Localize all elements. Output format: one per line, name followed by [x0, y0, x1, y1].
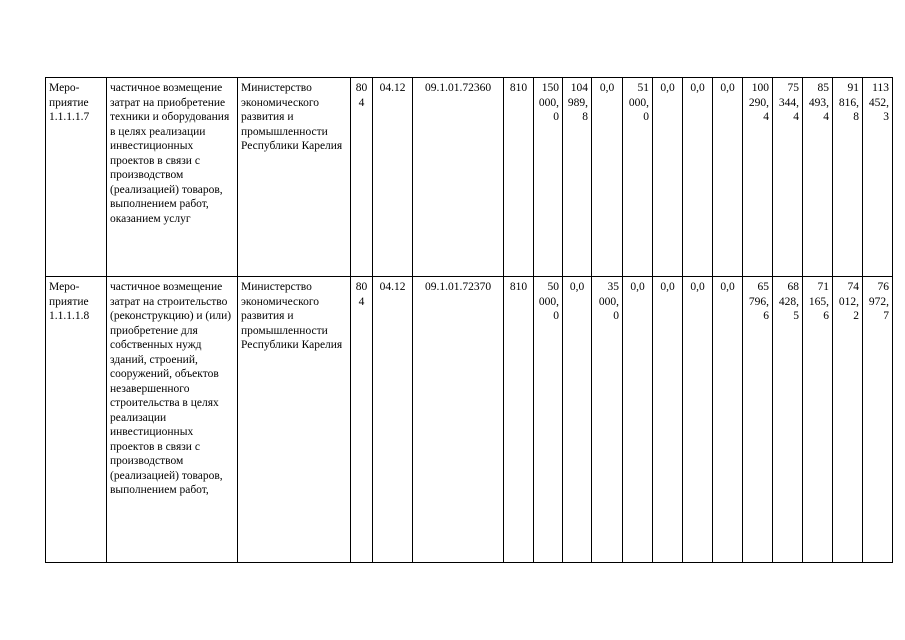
- organization-cell: Министерство экономического развития и промышленности Республики Карелия: [238, 78, 351, 277]
- expense-type-cell: 810: [504, 78, 534, 277]
- description-cell: частичное возмещение затрат на приобретение техники и оборудования в целях реализации инвестиционных проектов в связи с производством (реализацией) товаров, выполнением работ, оказанием услуг: [107, 78, 238, 277]
- grbs-cell: 80 4: [351, 78, 373, 277]
- value-cell: 0,0: [653, 277, 683, 563]
- measure-cell: Меро- приятие 1.1.1.1.8: [46, 277, 107, 563]
- value-cell: 113 452, 3: [863, 78, 893, 277]
- value-cell: 50 000, 0: [534, 277, 563, 563]
- grbs-cell: 80 4: [351, 277, 373, 563]
- value-cell: 0,0: [563, 277, 592, 563]
- value-cell: 0,0: [623, 277, 653, 563]
- value-cell: 68 428, 5: [773, 277, 803, 563]
- value-cell: 0,0: [653, 78, 683, 277]
- value-cell: 150 000, 0: [534, 78, 563, 277]
- value-cell: 0,0: [592, 78, 623, 277]
- value-cell: 100 290, 4: [743, 78, 773, 277]
- value-cell: 0,0: [713, 277, 743, 563]
- value-cell: 0,0: [683, 78, 713, 277]
- value-cell: 0,0: [713, 78, 743, 277]
- section-cell: 04.12: [373, 78, 413, 277]
- value-cell: 76 972, 7: [863, 277, 893, 563]
- measure-cell: Меро- приятие 1.1.1.1.7: [46, 78, 107, 277]
- value-cell: 85 493, 4: [803, 78, 833, 277]
- description-cell: частичное возмещение затрат на строительство (реконструкцию) и (или) приобретение для собственных нужд зданий, строений, сооружений, объектов незавершенного строительства в целях реализации инвестиционных проектов в связи с производством (реализацией) товаров, выполнением работ,: [107, 277, 238, 563]
- value-cell: 104 989, 8: [563, 78, 592, 277]
- value-cell: 75 344, 4: [773, 78, 803, 277]
- expense-type-cell: 810: [504, 277, 534, 563]
- value-cell: 65 796, 6: [743, 277, 773, 563]
- value-cell: 91 816, 8: [833, 78, 863, 277]
- table-row: [46, 277, 893, 563]
- section-cell: 04.12: [373, 277, 413, 563]
- value-cell: 74 012, 2: [833, 277, 863, 563]
- table-row: [46, 78, 893, 277]
- organization-cell: Министерство экономического развития и промышленности Республики Карелия: [238, 277, 351, 563]
- value-cell: 0,0: [683, 277, 713, 563]
- article-cell: 09.1.01.72360: [413, 78, 504, 277]
- budget-table: [45, 77, 893, 563]
- article-cell: 09.1.01.72370: [413, 277, 504, 563]
- value-cell: 35 000, 0: [592, 277, 623, 563]
- value-cell: 51 000, 0: [623, 78, 653, 277]
- value-cell: 71 165, 6: [803, 277, 833, 563]
